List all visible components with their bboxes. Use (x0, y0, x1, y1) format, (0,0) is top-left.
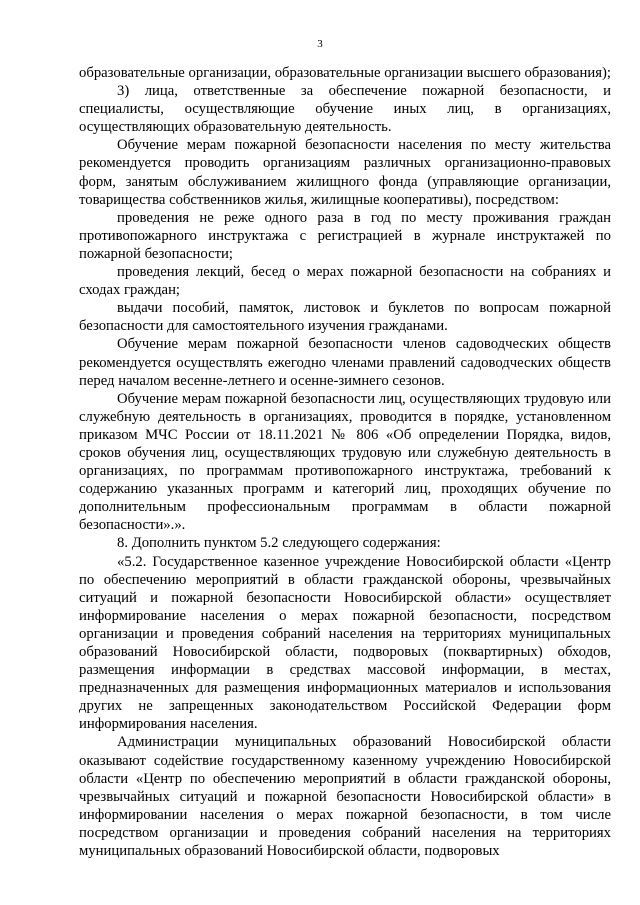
paragraph-materials: выдачи пособий, памяток, листовок и буклетов по вопросам пожарной безопасности для самостоятельного изучения гражданами. (79, 300, 611, 335)
paragraph-amendment-8: 8. Дополнить пунктом 5.2 следующего содержания: (117, 535, 441, 552)
paragraph-administrations: Администрации муниципальных образований Новосибирской области оказывают содействие государственному казенному учреждению Новосибирской области «Центр по обеспечению мероприятий в области гражданской обороны, чрезвычайных ситуаций и пожарной безопасности Новосибирской области» в информировании населения о мерах пожарной безопасности, в том числе посредством организации и проведения собраний населения на территориях муниципальных образований Новосибирской области, подворовых (79, 734, 611, 860)
page-number: 3 (317, 38, 323, 50)
paragraph-section-5-2: «5.2. Государственное казенное учреждение Новосибирской области «Центр по обеспечению мероприятий в области гражданской обороны, чрезвычайных ситуаций и пожарной безопасности Новосибирской области» осуществляет информирование населения о мерах пожарной безопасности, посредством организации и проведения собраний населения на территориях муниципальных образований Новосибирской области, подворовых (поквартирных) обходов, размещения информации в средствах массовой информации, в местах, предназначенных для размещения информационных материалов и использования других не запрещенных законодательством Российской Федерации форм информирования населения. (79, 553, 611, 733)
document-body (79, 64, 611, 860)
paragraph-item-3: 3) лица, ответственные за обеспечение пожарной безопасности, и специалисты, осуществляющие обучение иных лиц, в организациях, осуществляющих образовательную деятельность. (79, 83, 611, 136)
paragraph-lectures: проведения лекций, бесед о мерах пожарной безопасности на собраниях и сходах граждан; (79, 264, 611, 299)
paragraph-continuation: образовательные организации, образовательные организации высшего образования); (79, 65, 611, 81)
paragraph-residential-training: Обучение мерам пожарной безопасности населения по месту жительства рекомендуется проводить организациям различных организационно-правовых форм, занятым обслуживанием жилищного фонда (управляющие организации, товарищества собственников жилья, жилищные кооперативы), посредством: (79, 137, 611, 208)
paragraph-organizations: Обучение мерам пожарной безопасности лиц, осуществляющих трудовую или служебную деятельность в организациях, проводится в порядке, установленном приказом МЧС России от 18.11.2021 № 806 «Об определении Порядка, видов, сроков обучения лиц, осуществляющих трудовую или служебную деятельность в организациях, по программам противопожарного инструктажа, требований к содержанию указанных программ и категорий лиц, проходящих обучение по дополнительным профессиональным программам в области пожарной безопасности».». (79, 390, 611, 534)
paragraph-gardening-societies: Обучение мерам пожарной безопасности членов садоводческих обществ рекомендуется осуществлять ежегодно членами правлений садоводческих обществ перед началом весенне-летнего и осенне-зимнего сезонов. (79, 336, 611, 389)
paragraph-instruction: проведения не реже одного раза в год по месту проживания граждан противопожарного инструктажа с регистрацией в журнале инструктажей по пожарной безопасности; (79, 209, 611, 262)
